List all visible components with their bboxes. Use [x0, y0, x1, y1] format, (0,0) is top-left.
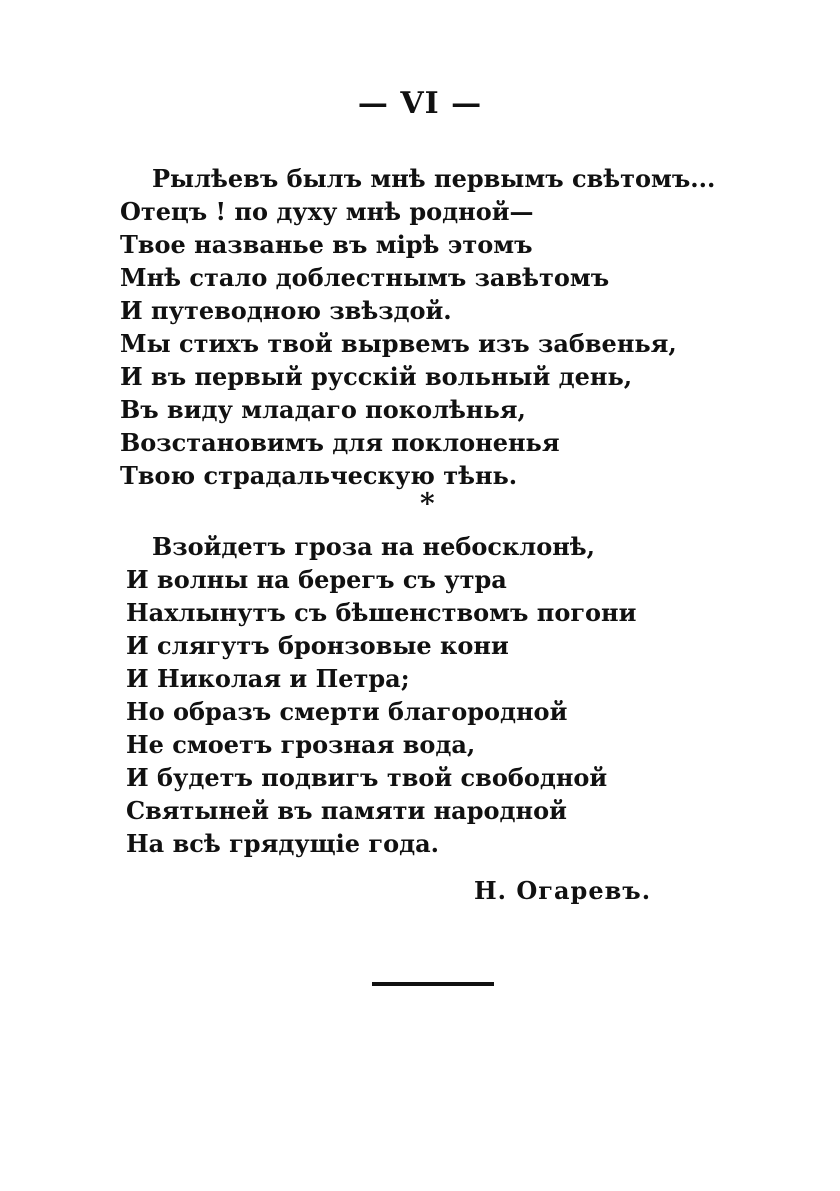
poem-line: И путеводною звѣздой.: [120, 296, 452, 325]
poem-line: Возстановимъ для поклоненья: [120, 428, 560, 457]
poem-line: И въ первый русскій вольный день,: [120, 362, 633, 391]
poem-line: Не смоетъ грозная вода,: [126, 730, 476, 759]
poem-line: Святыней въ памяти народной: [126, 796, 567, 825]
poem-line: Мнѣ стало доблестнымъ завѣтомъ: [120, 263, 610, 292]
poem-line: И будетъ подвигъ твой свободной: [126, 763, 608, 792]
author-signature: Н. Огаревъ.: [474, 876, 652, 905]
poem-line: И слягутъ бронзовые кони: [126, 631, 509, 660]
poem-line: Твою страдальческую тѣнь.: [120, 461, 518, 490]
end-rule-divider: [372, 982, 494, 986]
poem-stanza-2: [120, 530, 720, 860]
poem-line: Нахлынутъ съ бѣшенствомъ погони: [126, 598, 637, 627]
stanza-separator-asterisk: *: [420, 487, 435, 520]
poem-line: Отецъ ! по духу мнѣ родной—: [120, 197, 534, 226]
poem-line: Рылѣевъ былъ мнѣ первымъ свѣтомъ...: [152, 164, 716, 193]
poem-line: И волны на берегъ съ утра: [126, 565, 507, 594]
poem-line: И Николая и Петра;: [126, 664, 410, 693]
poem-line: Твое названье въ мірѣ этомъ: [120, 230, 533, 259]
page-number: — VI —: [357, 86, 483, 121]
poem-line: Но образъ смерти благородной: [126, 697, 568, 726]
poem-line: Въ виду младаго поколѣнья,: [120, 395, 526, 424]
poem-line: Взойдетъ гроза на небосклонѣ,: [152, 532, 596, 561]
poem-line: Мы стихъ твой вырвемъ изъ забвенья,: [120, 329, 677, 358]
poem-stanza-1: [120, 162, 720, 492]
poem-line: На всѣ грядущіе года.: [126, 829, 440, 858]
